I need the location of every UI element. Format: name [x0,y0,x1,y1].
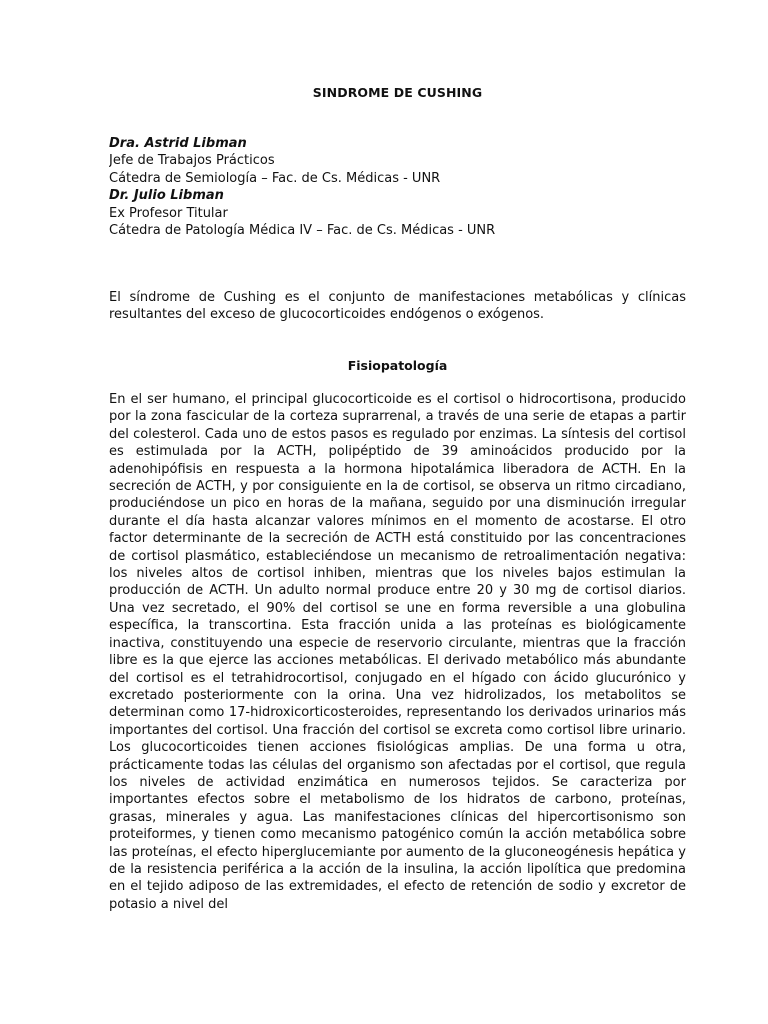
section-heading: Fisiopatología [347,358,448,373]
author-affiliation: Cátedra de Semiología – Fac. de Cs. Médicas - UNR [109,170,441,186]
authors-block [109,135,686,239]
author-role: Ex Profesor Titular [109,205,228,221]
author-affiliation: Cátedra de Patología Médica IV – Fac. de Cs. Médicas - UNR [109,223,496,239]
author-name: Dra. Astrid Libman [109,136,247,151]
author-name: Dr. Julio Libman [109,188,224,204]
body-paragraph: En el ser humano, el principal glucocorticoide es el cortisol o hidrocortisona, producido por la zona fascicular de la corteza suprarrenal, a través de una serie de etapas a partir del colesterol. Cada uno de estos pasos es regulado por enzimas. La síntesis del cortisol es estimulada por la ACTH, polipéptido de 39 aminoácidos producido por la adenohipófisis en respuesta a la hormona hipotalámica liberadora de ACTH. En la secreción de ACTH, y por consiguiente en la de cortisol, se observa un ritmo circadiano, produciéndose un pico en horas de la mañana, seguido por una disminución irregular durante el día hasta alcanzar valores mínimos en el momento de acostarse. El otro factor determinante de la secreción de ACTH está constituido por las concentraciones de cortisol plasmático, estableciéndose un mecanismo de retroalimentación negativa: los niveles altos de cortisol inhiben, mientras que los niveles bajos estimulan la producción de ACTH. Un adulto normal produce entre 20 y 30 mg de cortisol diarios. Una vez secretado, el 90% del cortisol se une en forma reversible a una globulina específica, la transcortina. Esta fracción unida a las proteínas es biológicamente inactiva, constituyendo una especie de reservorio circulante, mientras que la fracción libre es la que ejerce las acciones metabólicas. El derivado metabólico más abundante del cortisol es el tetrahidrocortisol, conjugado en el hígado con ácido glucurónico y excretado posteriormente con la orina. Una vez hidrolizados, los metabolitos se determinan como 17-hidroxicorticosteroides, representando los derivados urinarios más importantes del cortisol. Una fracción del cortisol se excreta como cortisol libre urinario. Los glucocorticoides tienen acciones fisiológicas amplias. De una forma u otra, prácticamente todas las células del organismo son afectadas por el cortisol, que regula los niveles de actividad enzimática en numerosos tejidos. Se caracteriza por importantes efectos sobre el metabolismo de los hidratos de carbono, proteínas, grasas, minerales y agua. Las manifestaciones clínicas del hipercortisonismo son proteiformes, y tienen como mecanismo patogénico común la acción metabólica sobre las proteínas, el efecto hiperglucemiante por aumento de la gluconeogénesis hepática y de la resistencia periférica a la acción de la insulina, la acción lipolítica que predomina en el tejido adiposo de las extremidades, el efecto de retención de sodio y excretor de potasio a nivel del [109,392,686,912]
intro-paragraph: El síndrome de Cushing es el conjunto de manifestaciones metabólicas y clínicas resultantes del exceso de glucocorticoides endógenos o exógenos. [109,290,686,323]
document-title: SINDROME DE CUSHING [312,85,483,100]
document-page [109,0,686,1024]
author-role: Jefe de Trabajos Prácticos [109,153,275,169]
